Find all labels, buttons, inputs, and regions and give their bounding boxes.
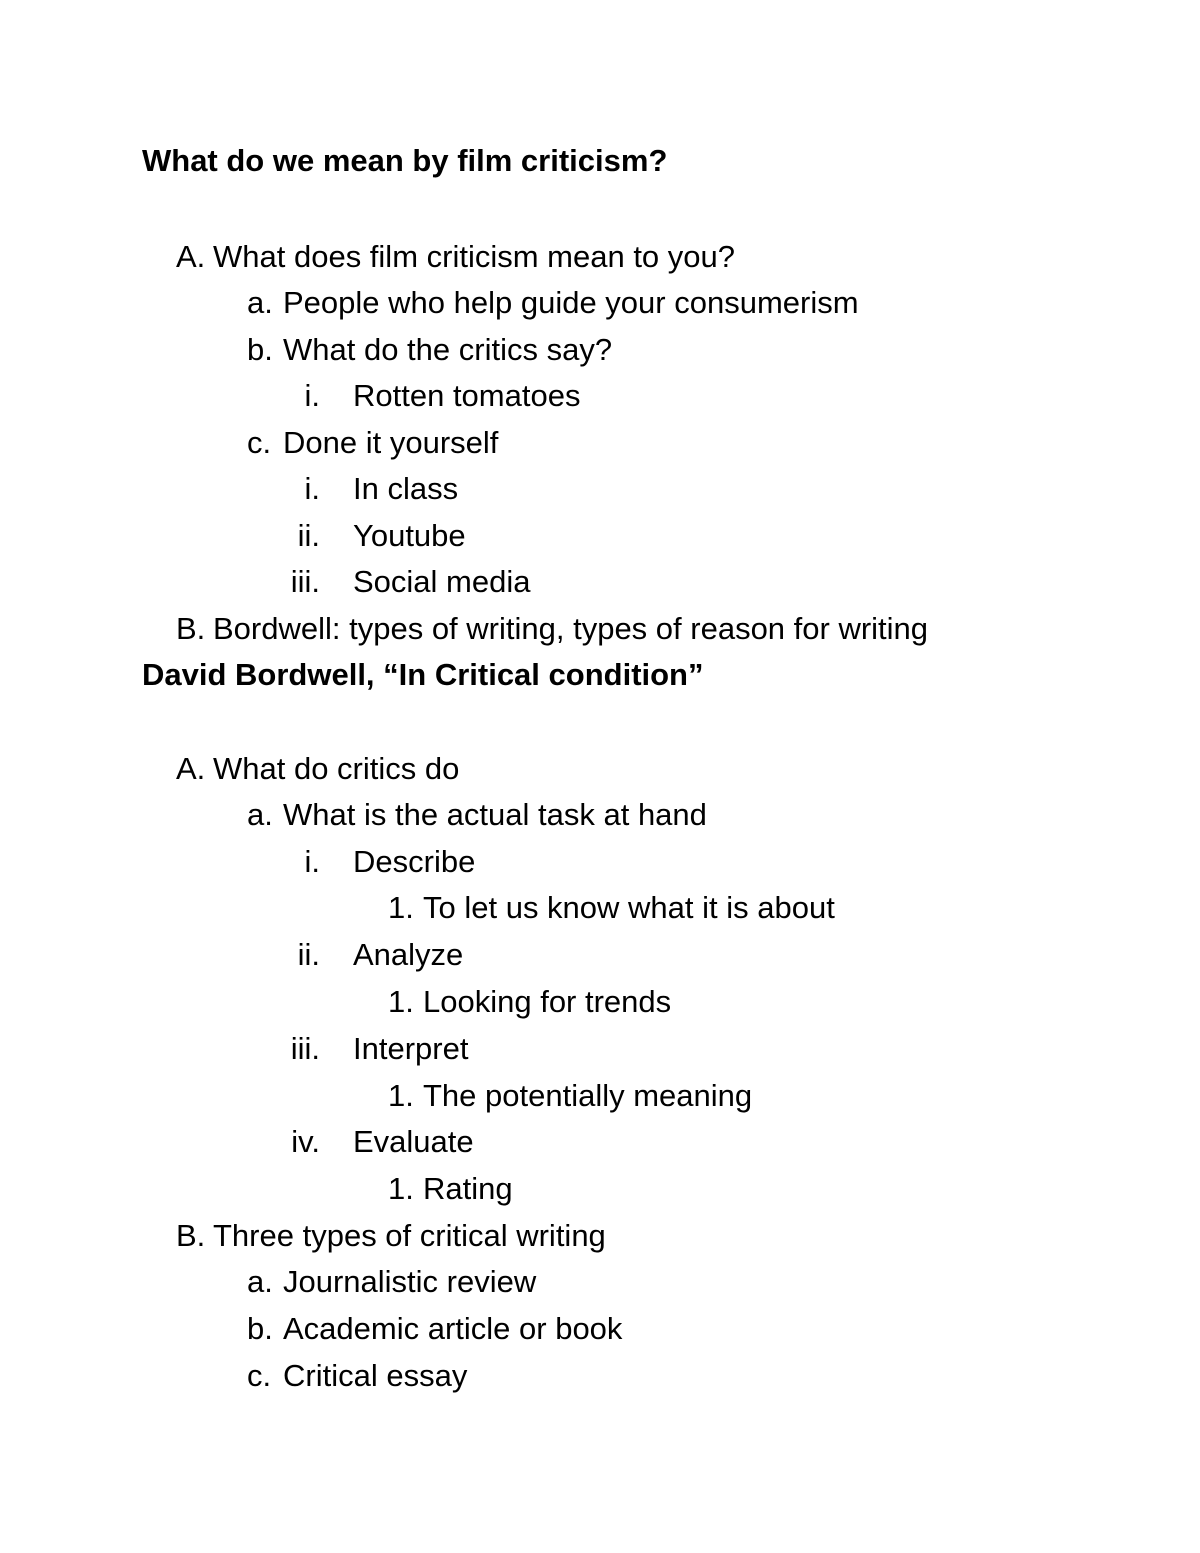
list-item-text: Describe bbox=[353, 844, 476, 879]
list-item-text: Looking for trends bbox=[423, 984, 672, 1019]
list-item-text: Social media bbox=[353, 564, 531, 599]
section-1-title: What do we mean by film criticism? bbox=[142, 143, 668, 178]
list-marker: iii. bbox=[290, 1031, 320, 1066]
list-marker: a. bbox=[247, 797, 273, 832]
list-marker: c. bbox=[247, 1358, 272, 1393]
list-marker: a. bbox=[247, 285, 273, 320]
section-2-title: David Bordwell, “In Critical condition” bbox=[142, 657, 704, 692]
list-marker: i. bbox=[304, 378, 320, 413]
list-item-text: What do the critics say? bbox=[283, 332, 613, 367]
list-item-text: People who help guide your consumerism bbox=[283, 285, 859, 320]
list-marker: A. bbox=[176, 751, 206, 786]
list-marker: c. bbox=[247, 425, 272, 460]
list-marker: iv. bbox=[291, 1124, 320, 1159]
list-item-text: What do critics do bbox=[213, 751, 460, 786]
list-item-text: Rotten tomatoes bbox=[353, 378, 581, 413]
list-marker: A. bbox=[176, 239, 206, 274]
list-marker: B. bbox=[176, 1218, 206, 1253]
list-marker: iii. bbox=[290, 564, 320, 599]
list-marker: B. bbox=[176, 611, 206, 646]
list-item-text: Youtube bbox=[353, 518, 466, 553]
list-item-text: Academic article or book bbox=[283, 1311, 623, 1346]
list-item-text: Analyze bbox=[353, 937, 464, 972]
list-marker: i. bbox=[304, 844, 320, 879]
list-marker: b. bbox=[247, 1311, 273, 1346]
list-marker: b. bbox=[247, 332, 273, 367]
list-item-text: Done it yourself bbox=[283, 425, 499, 460]
list-marker: 1. bbox=[388, 1171, 414, 1206]
list-item-text: What is the actual task at hand bbox=[283, 797, 707, 832]
list-item-text: Critical essay bbox=[283, 1358, 468, 1393]
list-marker: ii. bbox=[297, 518, 320, 553]
list-item-text: Rating bbox=[423, 1171, 513, 1206]
list-item-text: The potentially meaning bbox=[423, 1078, 753, 1113]
list-item-text: Three types of critical writing bbox=[213, 1218, 606, 1253]
list-marker: 1. bbox=[388, 890, 414, 925]
list-marker: a. bbox=[247, 1264, 273, 1299]
list-item-text: Bordwell: types of writing, types of reason for writing bbox=[213, 611, 929, 646]
list-item-text: Interpret bbox=[353, 1031, 469, 1066]
list-marker: ii. bbox=[297, 937, 320, 972]
list-item-text: Journalistic review bbox=[283, 1264, 537, 1299]
list-marker: 1. bbox=[388, 1078, 414, 1113]
list-marker: 1. bbox=[388, 984, 414, 1019]
list-item-text: What does film criticism mean to you? bbox=[213, 239, 736, 274]
list-item-text: In class bbox=[353, 471, 459, 506]
list-item-text: To let us know what it is about bbox=[423, 890, 835, 925]
list-marker: i. bbox=[304, 471, 320, 506]
list-item-text: Evaluate bbox=[353, 1124, 474, 1159]
